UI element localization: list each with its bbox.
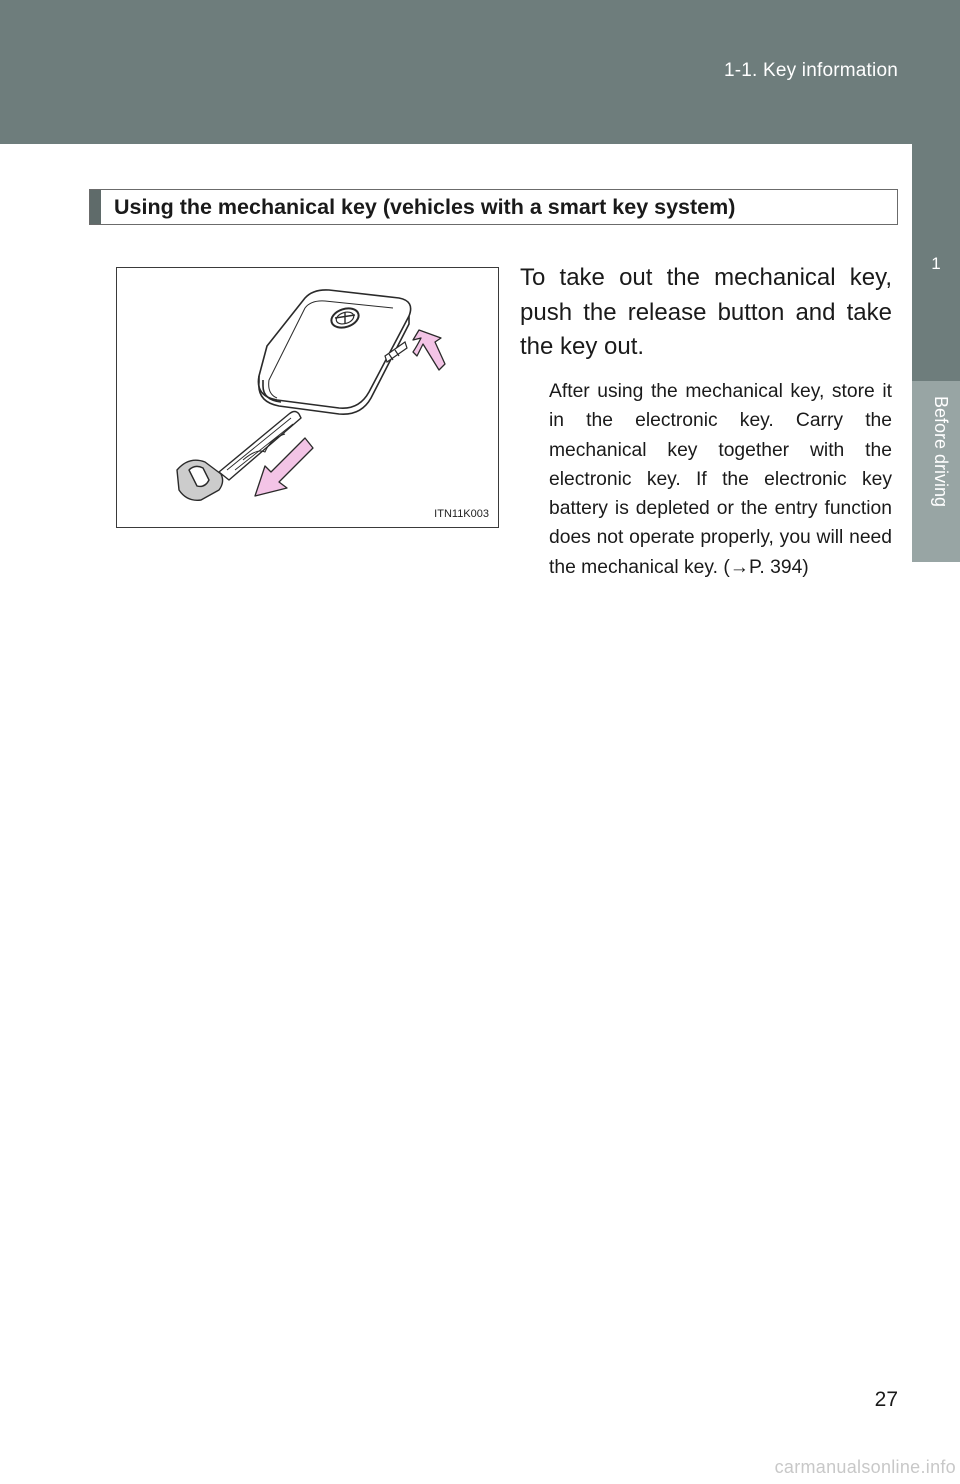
- instruction-text: To take out the mechanical key, push the release button and take the key out.: [520, 264, 892, 360]
- section-heading-title: Using the mechanical key (vehicles with a smart key system): [114, 195, 736, 219]
- note-text: After using the mechanical key, store it in the electronic key. Carry the mechanical key together with the electronic key. If the electronic key battery is depleted or the entry function does not operate properly, you will need the mechanical key. (→P. 394): [549, 381, 892, 578]
- smart-key-drawing: [117, 268, 498, 527]
- key-illustration: [116, 267, 499, 528]
- mechanical-key-head: [177, 460, 223, 500]
- chapter-number: 1: [931, 254, 941, 273]
- section-heading: [89, 189, 898, 225]
- chapter-label: Before driving: [931, 396, 951, 508]
- page-header: [0, 0, 960, 144]
- push-arrow-icon: [413, 330, 445, 370]
- running-header-title: 1-1. Key information: [723, 60, 898, 81]
- page-number: 27: [874, 1388, 898, 1411]
- watermark: carmanualsonline.info: [774, 1457, 956, 1477]
- section-heading-marker: [90, 190, 101, 224]
- electronic-key-body: [258, 290, 410, 414]
- figure-code: ITN11K003: [434, 508, 489, 520]
